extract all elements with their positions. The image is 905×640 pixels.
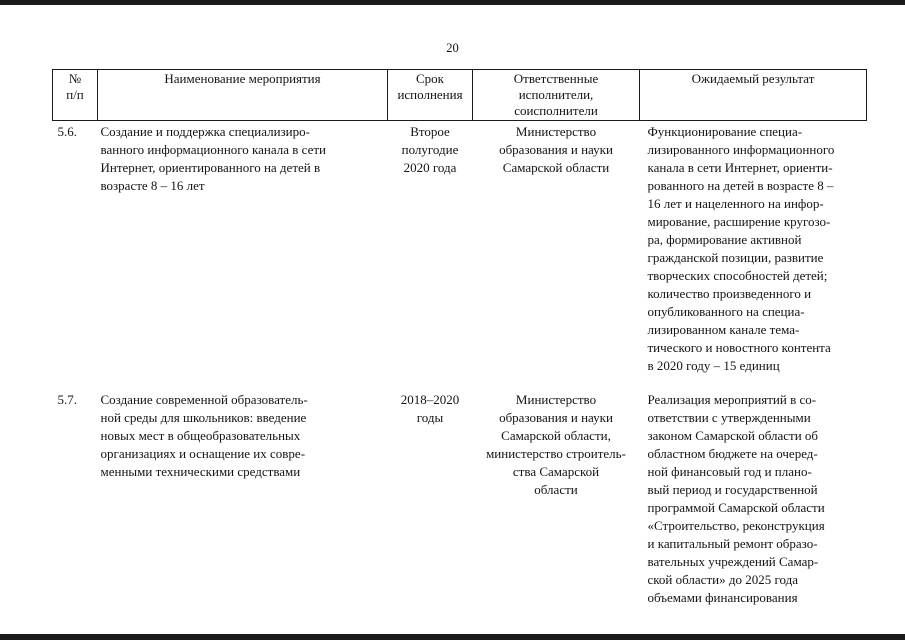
row-name: Создание современной образователь- ной среды для школьников: введение новых мест в общеобразовательных организациях и оснащение их совре- менными техническими средствами — [100, 392, 308, 479]
header-result: Ожидаемый результат — [640, 70, 867, 121]
table-row — [53, 121, 867, 390]
row-term: 2018–2020 годы — [400, 392, 460, 425]
table-header — [53, 70, 867, 121]
table-row — [53, 389, 867, 607]
bottom-border — [0, 634, 905, 640]
table-header-row — [53, 70, 867, 121]
row-term: Второе полугодие 2020 года — [401, 124, 459, 175]
header-name: Наименование мероприятия — [98, 70, 388, 121]
row-responsible: Министерство образования и науки Самарской области — [499, 124, 613, 175]
row-number: 5.7. — [57, 392, 77, 407]
row-responsible: Министерство образования и науки Самарской области, министерство строитель- ства Самарской области — [486, 392, 626, 497]
table-body — [53, 121, 867, 608]
header-responsible: Ответственные исполнители, соисполнители — [473, 70, 640, 121]
header-number: № п/п — [53, 70, 98, 121]
header-term: Срок исполнения — [388, 70, 473, 121]
top-border — [0, 0, 905, 5]
row-name: Создание и поддержка специализиро- ванного информационного канала в сети Интернет, ориентированного на детей в возрасте 8 – 16 лет — [100, 124, 327, 193]
row-result: Реализация мероприятий в со- ответствии с утвержденными законом Самарской области об областном бюджете на очеред- ной финансовый год и плано- вый период и государственной программой Самарской области «Строительство, реконструкция и капитальный ремонт образо- вательных учреждений Самар- ской области» до 2025 года объемами финансирования — [647, 392, 825, 605]
row-number: 5.6. — [57, 124, 77, 139]
page-number: 20 — [446, 41, 459, 55]
row-result: Функционирование специа- лизированного информационного канала в сети Интернет, ориенти- рованного на детей в возрасте 8 – 16 лет и нацеленного на инфор- мирование, расширение кругозо- ра, формирование активной гражданской позиции, развитие творческих способностей детей; количество произведенного и опубликованного на специа- лизированном канале тема- тического и новостного контента в 2020 году – 15 единиц — [647, 124, 835, 373]
measures-table — [52, 69, 867, 607]
